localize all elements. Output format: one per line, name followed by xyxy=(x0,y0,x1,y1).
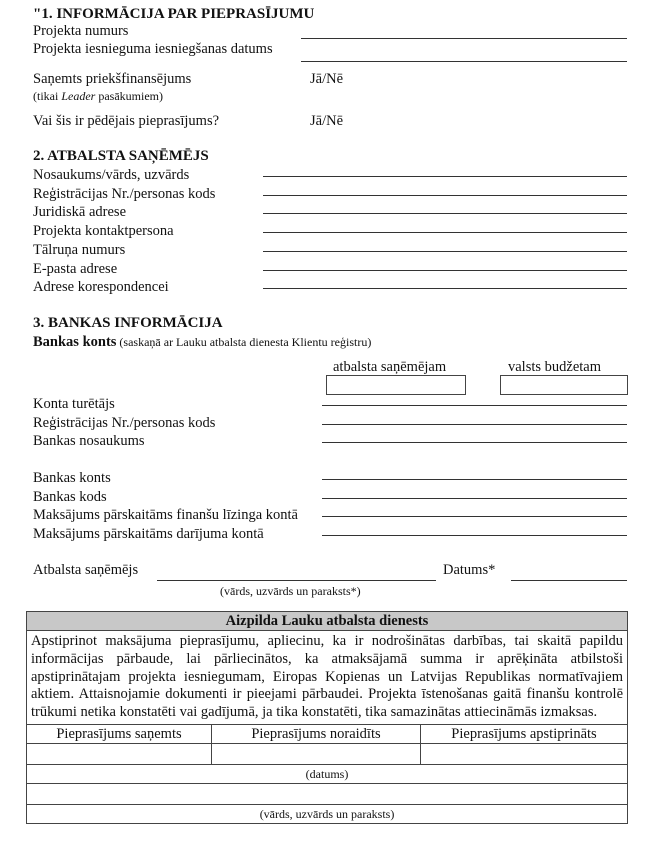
field-label: Tālruņa numurs xyxy=(33,241,126,258)
field-input-line[interactable] xyxy=(322,405,627,406)
project-number-field[interactable] xyxy=(301,38,627,39)
subtitle-note: (saskaņā ar Lauku atbalsta dienesta Klientu reģistru) xyxy=(116,335,372,349)
submission-date-field[interactable] xyxy=(301,61,627,62)
field-label: Maksājums pārskaitāms darījuma kontā xyxy=(33,526,264,543)
office-table xyxy=(26,611,628,824)
recipient-sign-label: Atbalsta saņēmējs xyxy=(33,562,139,578)
field-label: Juridiskā adrese xyxy=(33,204,127,221)
received-cell[interactable] xyxy=(27,743,212,764)
field-label: Reģistrācijas Nr./personas kods xyxy=(33,414,216,431)
field-input-line[interactable] xyxy=(322,479,627,480)
recipient-sign-field[interactable] xyxy=(157,580,436,581)
col-budget: valsts budžetam xyxy=(508,359,602,375)
col-approved: Pieprasījums apstiprināts xyxy=(421,724,628,743)
field-label: Projekta kontaktpersona xyxy=(33,223,174,240)
project-number-label: Projekta numurs xyxy=(33,23,129,39)
field-label: Bankas konts xyxy=(33,470,111,486)
field-label: Reģistrācijas Nr./personas kods xyxy=(33,185,216,202)
prefinancing-label: Saņemts priekšfinansējums xyxy=(33,71,192,87)
approved-cell[interactable] xyxy=(421,743,628,764)
office-title: Aizpilda Lauku atbalsta dienests xyxy=(27,612,628,631)
subtitle-bold: Bankas konts xyxy=(33,334,117,350)
submission-date-label: Projekta iesnieguma iesniegšanas datums xyxy=(33,41,273,57)
field-input-line[interactable] xyxy=(263,176,627,177)
col-rejected: Pieprasījums noraidīts xyxy=(212,724,421,743)
field-input-line[interactable] xyxy=(322,498,627,499)
sign-cell[interactable] xyxy=(27,783,628,804)
field-input-line[interactable] xyxy=(322,535,627,536)
office-text: Apstiprinot maksājuma pieprasījumu, apliecinu, ka ir nodrošinātas darbības, tai skaitā papildu informācijas pārbaude, lai pārliecinātos, ka atmaksājamā summa ir aprēķināta atbilstoši apstiprinātajam projekta iesniegumam, Eiropas Kopienas un Latvijas Republikas normatīvajiem aktiem. Attaisnojamie dokumenti ir pieejami pārbaudei. Projekta īstenošanas gaitā finanšu kontrolē trūkumi netika konstatēti vai gadījumā, ja tika konstatēti, tika samazinātas attiecināmās izmaksas. xyxy=(27,631,628,725)
prefinancing-note xyxy=(33,87,163,105)
field-label: Bankas kods xyxy=(33,488,107,505)
sign-note: (vārds, uzvārds un paraksts) xyxy=(27,804,628,823)
field-label: Konta turētājs xyxy=(33,396,115,412)
field-input-line[interactable] xyxy=(263,213,627,214)
rejected-cell[interactable] xyxy=(212,743,421,764)
field-label: Nosaukums/vārds, uzvārds xyxy=(33,167,190,183)
field-input-line[interactable] xyxy=(322,424,627,425)
field-input-line[interactable] xyxy=(263,288,627,289)
budget-checkbox[interactable] xyxy=(500,375,628,395)
date-field[interactable] xyxy=(511,580,627,581)
note-post: pasākumiem) xyxy=(95,89,163,103)
field-input-line[interactable] xyxy=(322,442,627,443)
last-request-label: Vai šis ir pēdējais pieprasījums? xyxy=(33,113,220,129)
date-label: Datums* xyxy=(443,562,496,578)
recipient-sign-note: (vārds, uzvārds un paraksts*) xyxy=(220,584,361,598)
note-pre: (tikai xyxy=(33,89,62,103)
field-input-line[interactable] xyxy=(263,251,627,252)
section1-title: "1. INFORMĀCIJA PAR PIEPRASĪJUMU xyxy=(33,6,315,22)
note-em: Leader xyxy=(61,89,96,103)
field-label: Adrese korespondencei xyxy=(33,279,169,296)
date-note: (datums) xyxy=(27,764,628,783)
recipient-checkbox[interactable] xyxy=(326,375,466,395)
last-request-value[interactable]: Jā/Nē xyxy=(310,113,344,129)
field-label: Maksājums pārskaitāms finanšu līzinga kontā xyxy=(33,507,298,524)
col-recipient: atbalsta saņēmējam xyxy=(333,359,447,375)
prefinancing-value[interactable]: Jā/Nē xyxy=(310,71,344,87)
section3-title: 3. BANKAS INFORMĀCIJA xyxy=(33,315,223,331)
bank-account-subtitle xyxy=(33,333,371,351)
field-input-line[interactable] xyxy=(322,516,627,517)
col-received: Pieprasījums saņemts xyxy=(27,724,212,743)
field-input-line[interactable] xyxy=(263,195,627,196)
field-label: Bankas nosaukums xyxy=(33,433,145,450)
field-label: E-pasta adrese xyxy=(33,260,118,277)
section2-title: 2. ATBALSTA SAŅĒMĒJS xyxy=(33,148,209,164)
field-input-line[interactable] xyxy=(263,232,627,233)
field-input-line[interactable] xyxy=(263,270,627,271)
